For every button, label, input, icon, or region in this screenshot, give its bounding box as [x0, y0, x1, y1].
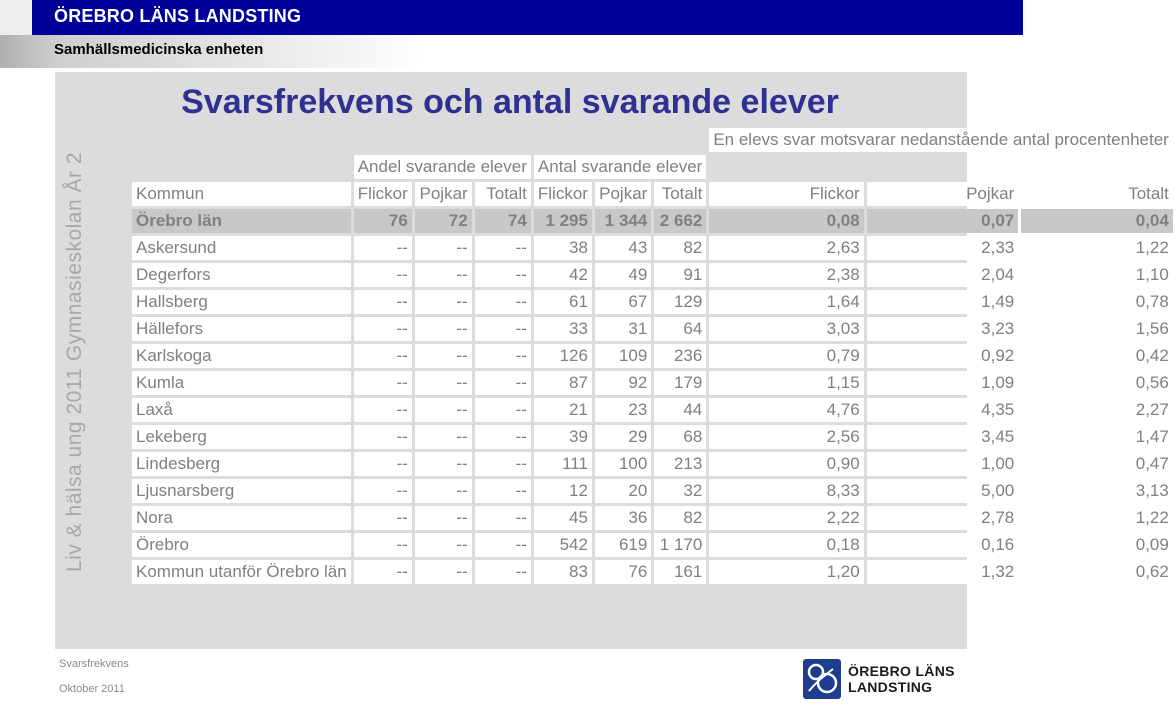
value-cell: 2,22: [709, 506, 863, 530]
value-cell: 1,22: [1021, 236, 1173, 260]
kommun-cell: Hällefors: [132, 317, 351, 341]
header-spacer: [132, 128, 706, 152]
value-cell: --: [354, 371, 412, 395]
value-cell: Pojkar: [595, 182, 651, 206]
kommun-cell: Nora: [132, 506, 351, 530]
value-cell: --: [354, 479, 412, 503]
value-cell: --: [354, 506, 412, 530]
value-cell: 1 344: [595, 209, 651, 233]
column-header-row: [132, 182, 1173, 206]
logo-emblem-icon: [803, 659, 841, 699]
table-row: [132, 506, 1173, 530]
value-cell: --: [354, 452, 412, 476]
kommun-cell: Kommun: [132, 182, 351, 206]
value-cell: 12: [534, 479, 592, 503]
table-row: [132, 263, 1173, 287]
value-cell: 91: [654, 263, 706, 287]
value-cell: 236: [654, 344, 706, 368]
value-cell: 1,64: [709, 290, 863, 314]
organization-name: ÖREBRO LÄNS LANDSTING: [54, 6, 302, 26]
value-cell: --: [475, 263, 531, 287]
value-cell: 0,09: [1021, 533, 1173, 557]
value-cell: --: [354, 344, 412, 368]
group-header-antal: Antal svarande elever: [534, 155, 706, 179]
value-cell: 0,56: [1021, 371, 1173, 395]
percent-note: En elevs svar motsvarar nedanstående antal procentenheter: [709, 128, 1173, 152]
value-cell: 68: [654, 425, 706, 449]
value-cell: 67: [595, 290, 651, 314]
value-cell: Flickor: [534, 182, 592, 206]
value-cell: --: [475, 506, 531, 530]
value-cell: 5,00: [867, 479, 1019, 503]
footer-topic: Svarsfrekvens: [59, 658, 129, 670]
group-header-andel: Andel svarande elever: [354, 155, 531, 179]
value-cell: --: [415, 479, 472, 503]
value-cell: 109: [595, 344, 651, 368]
value-cell: --: [475, 398, 531, 422]
value-cell: --: [475, 425, 531, 449]
kommun-cell: Ljusnarsberg: [132, 479, 351, 503]
value-cell: 36: [595, 506, 651, 530]
value-cell: --: [475, 371, 531, 395]
value-cell: 1,49: [867, 290, 1019, 314]
table-row: [132, 425, 1173, 449]
value-cell: Pojkar: [867, 182, 1019, 206]
logo-text: [848, 663, 955, 695]
value-cell: 3,03: [709, 317, 863, 341]
value-cell: 619: [595, 533, 651, 557]
value-cell: 64: [654, 317, 706, 341]
value-cell: 111: [534, 452, 592, 476]
value-cell: 179: [654, 371, 706, 395]
value-cell: 0,08: [709, 209, 863, 233]
table-row: [132, 398, 1173, 422]
kommun-cell: Hallsberg: [132, 290, 351, 314]
value-cell: 42: [534, 263, 592, 287]
value-cell: 39: [534, 425, 592, 449]
value-cell: 0,04: [1021, 209, 1173, 233]
value-cell: --: [415, 290, 472, 314]
value-cell: 82: [654, 236, 706, 260]
kommun-cell: Lekeberg: [132, 425, 351, 449]
value-cell: 0,47: [1021, 452, 1173, 476]
value-cell: 1,20: [709, 560, 863, 584]
value-cell: 83: [534, 560, 592, 584]
value-cell: 29: [595, 425, 651, 449]
value-cell: 2,63: [709, 236, 863, 260]
value-cell: --: [475, 533, 531, 557]
kommun-cell: Karlskoga: [132, 344, 351, 368]
value-cell: 38: [534, 236, 592, 260]
value-cell: --: [354, 317, 412, 341]
kommun-cell: Lindesberg: [132, 452, 351, 476]
kommun-cell: Kommun utanför Örebro län: [132, 560, 351, 584]
value-cell: --: [415, 452, 472, 476]
landsting-logo: [803, 657, 955, 701]
report-series-label: Liv & hälsa ung 2011 Gymnasieskolan År 2: [63, 151, 86, 573]
value-cell: 2,56: [709, 425, 863, 449]
value-cell: 32: [654, 479, 706, 503]
value-cell: 1 295: [534, 209, 592, 233]
kommun-cell: Laxå: [132, 398, 351, 422]
value-cell: --: [354, 236, 412, 260]
value-cell: 3,13: [1021, 479, 1173, 503]
value-cell: 20: [595, 479, 651, 503]
value-cell: 0,90: [709, 452, 863, 476]
value-cell: 74: [475, 209, 531, 233]
value-cell: 213: [654, 452, 706, 476]
kommun-cell: Örebro: [132, 533, 351, 557]
value-cell: --: [415, 560, 472, 584]
value-cell: 126: [534, 344, 592, 368]
table-row: [132, 344, 1173, 368]
value-cell: --: [354, 560, 412, 584]
table-row: [132, 452, 1173, 476]
value-cell: 44: [654, 398, 706, 422]
value-cell: 3,45: [867, 425, 1019, 449]
value-cell: --: [415, 263, 472, 287]
value-cell: 0,07: [867, 209, 1019, 233]
value-cell: 0,79: [709, 344, 863, 368]
value-cell: Totalt: [1021, 182, 1173, 206]
value-cell: --: [415, 344, 472, 368]
value-cell: 45: [534, 506, 592, 530]
value-cell: 1,22: [1021, 506, 1173, 530]
value-cell: --: [475, 290, 531, 314]
value-cell: 100: [595, 452, 651, 476]
value-cell: --: [354, 533, 412, 557]
value-cell: --: [415, 317, 472, 341]
value-cell: 2,33: [867, 236, 1019, 260]
value-cell: --: [354, 263, 412, 287]
value-cell: 4,76: [709, 398, 863, 422]
kommun-cell: Kumla: [132, 371, 351, 395]
value-cell: 1,47: [1021, 425, 1173, 449]
value-cell: --: [415, 425, 472, 449]
value-cell: 2,27: [1021, 398, 1173, 422]
value-cell: 2,78: [867, 506, 1019, 530]
table-row: [132, 371, 1173, 395]
value-cell: 0,92: [867, 344, 1019, 368]
value-cell: 76: [595, 560, 651, 584]
value-cell: --: [354, 425, 412, 449]
value-cell: 1,00: [867, 452, 1019, 476]
value-cell: 0,16: [867, 533, 1019, 557]
value-cell: Flickor: [709, 182, 863, 206]
unit-name: Samhällsmedicinska enheten: [54, 41, 264, 58]
sub-banner: [0, 35, 420, 68]
value-cell: --: [475, 317, 531, 341]
value-cell: 2 662: [654, 209, 706, 233]
value-cell: 542: [534, 533, 592, 557]
value-cell: 76: [354, 209, 412, 233]
table-row: [132, 533, 1173, 557]
value-cell: 1,15: [709, 371, 863, 395]
value-cell: 1 170: [654, 533, 706, 557]
value-cell: 21: [534, 398, 592, 422]
kommun-cell: Askersund: [132, 236, 351, 260]
value-cell: 0,62: [1021, 560, 1173, 584]
value-cell: --: [415, 371, 472, 395]
value-cell: 129: [654, 290, 706, 314]
slide-title: Svarsfrekvens och antal svarande elever: [181, 83, 839, 121]
value-cell: 72: [415, 209, 472, 233]
value-cell: Totalt: [654, 182, 706, 206]
table-row: [132, 236, 1173, 260]
logo-line-2: LANDSTING: [848, 679, 933, 695]
value-cell: 1,56: [1021, 317, 1173, 341]
footer-date: Oktober 2011: [59, 683, 125, 695]
value-cell: --: [354, 398, 412, 422]
value-cell: 43: [595, 236, 651, 260]
value-cell: 92: [595, 371, 651, 395]
value-cell: 8,33: [709, 479, 863, 503]
kommun-cell: Örebro län: [132, 209, 351, 233]
value-cell: --: [415, 533, 472, 557]
value-cell: --: [475, 560, 531, 584]
value-cell: 87: [534, 371, 592, 395]
total-row: [132, 209, 1173, 233]
value-cell: 82: [654, 506, 706, 530]
value-cell: 0,42: [1021, 344, 1173, 368]
value-cell: 1,32: [867, 560, 1019, 584]
value-cell: --: [475, 452, 531, 476]
value-cell: 4,35: [867, 398, 1019, 422]
value-cell: 3,23: [867, 317, 1019, 341]
kommun-cell: Degerfors: [132, 263, 351, 287]
value-cell: 0,18: [709, 533, 863, 557]
group-spacer: [132, 155, 351, 179]
table-row: [132, 560, 1173, 584]
value-cell: 1,10: [1021, 263, 1173, 287]
value-cell: 49: [595, 263, 651, 287]
table-row: [132, 290, 1173, 314]
value-cell: 2,04: [867, 263, 1019, 287]
value-cell: 33: [534, 317, 592, 341]
value-cell: --: [415, 506, 472, 530]
value-cell: 1,09: [867, 371, 1019, 395]
table-row: [132, 479, 1173, 503]
value-cell: 2,38: [709, 263, 863, 287]
value-cell: --: [415, 398, 472, 422]
value-cell: 23: [595, 398, 651, 422]
top-banner: [0, 0, 1023, 35]
value-cell: --: [415, 236, 472, 260]
value-cell: --: [475, 479, 531, 503]
logo-line-1: ÖREBRO LÄNS: [848, 663, 955, 679]
value-cell: Totalt: [475, 182, 531, 206]
value-cell: 161: [654, 560, 706, 584]
value-cell: 31: [595, 317, 651, 341]
value-cell: Pojkar: [415, 182, 472, 206]
table-row: [132, 317, 1173, 341]
response-rate-table: [129, 125, 1176, 587]
value-cell: 0,78: [1021, 290, 1173, 314]
value-cell: --: [354, 290, 412, 314]
value-cell: --: [475, 344, 531, 368]
value-cell: 61: [534, 290, 592, 314]
value-cell: Flickor: [354, 182, 412, 206]
value-cell: --: [475, 236, 531, 260]
